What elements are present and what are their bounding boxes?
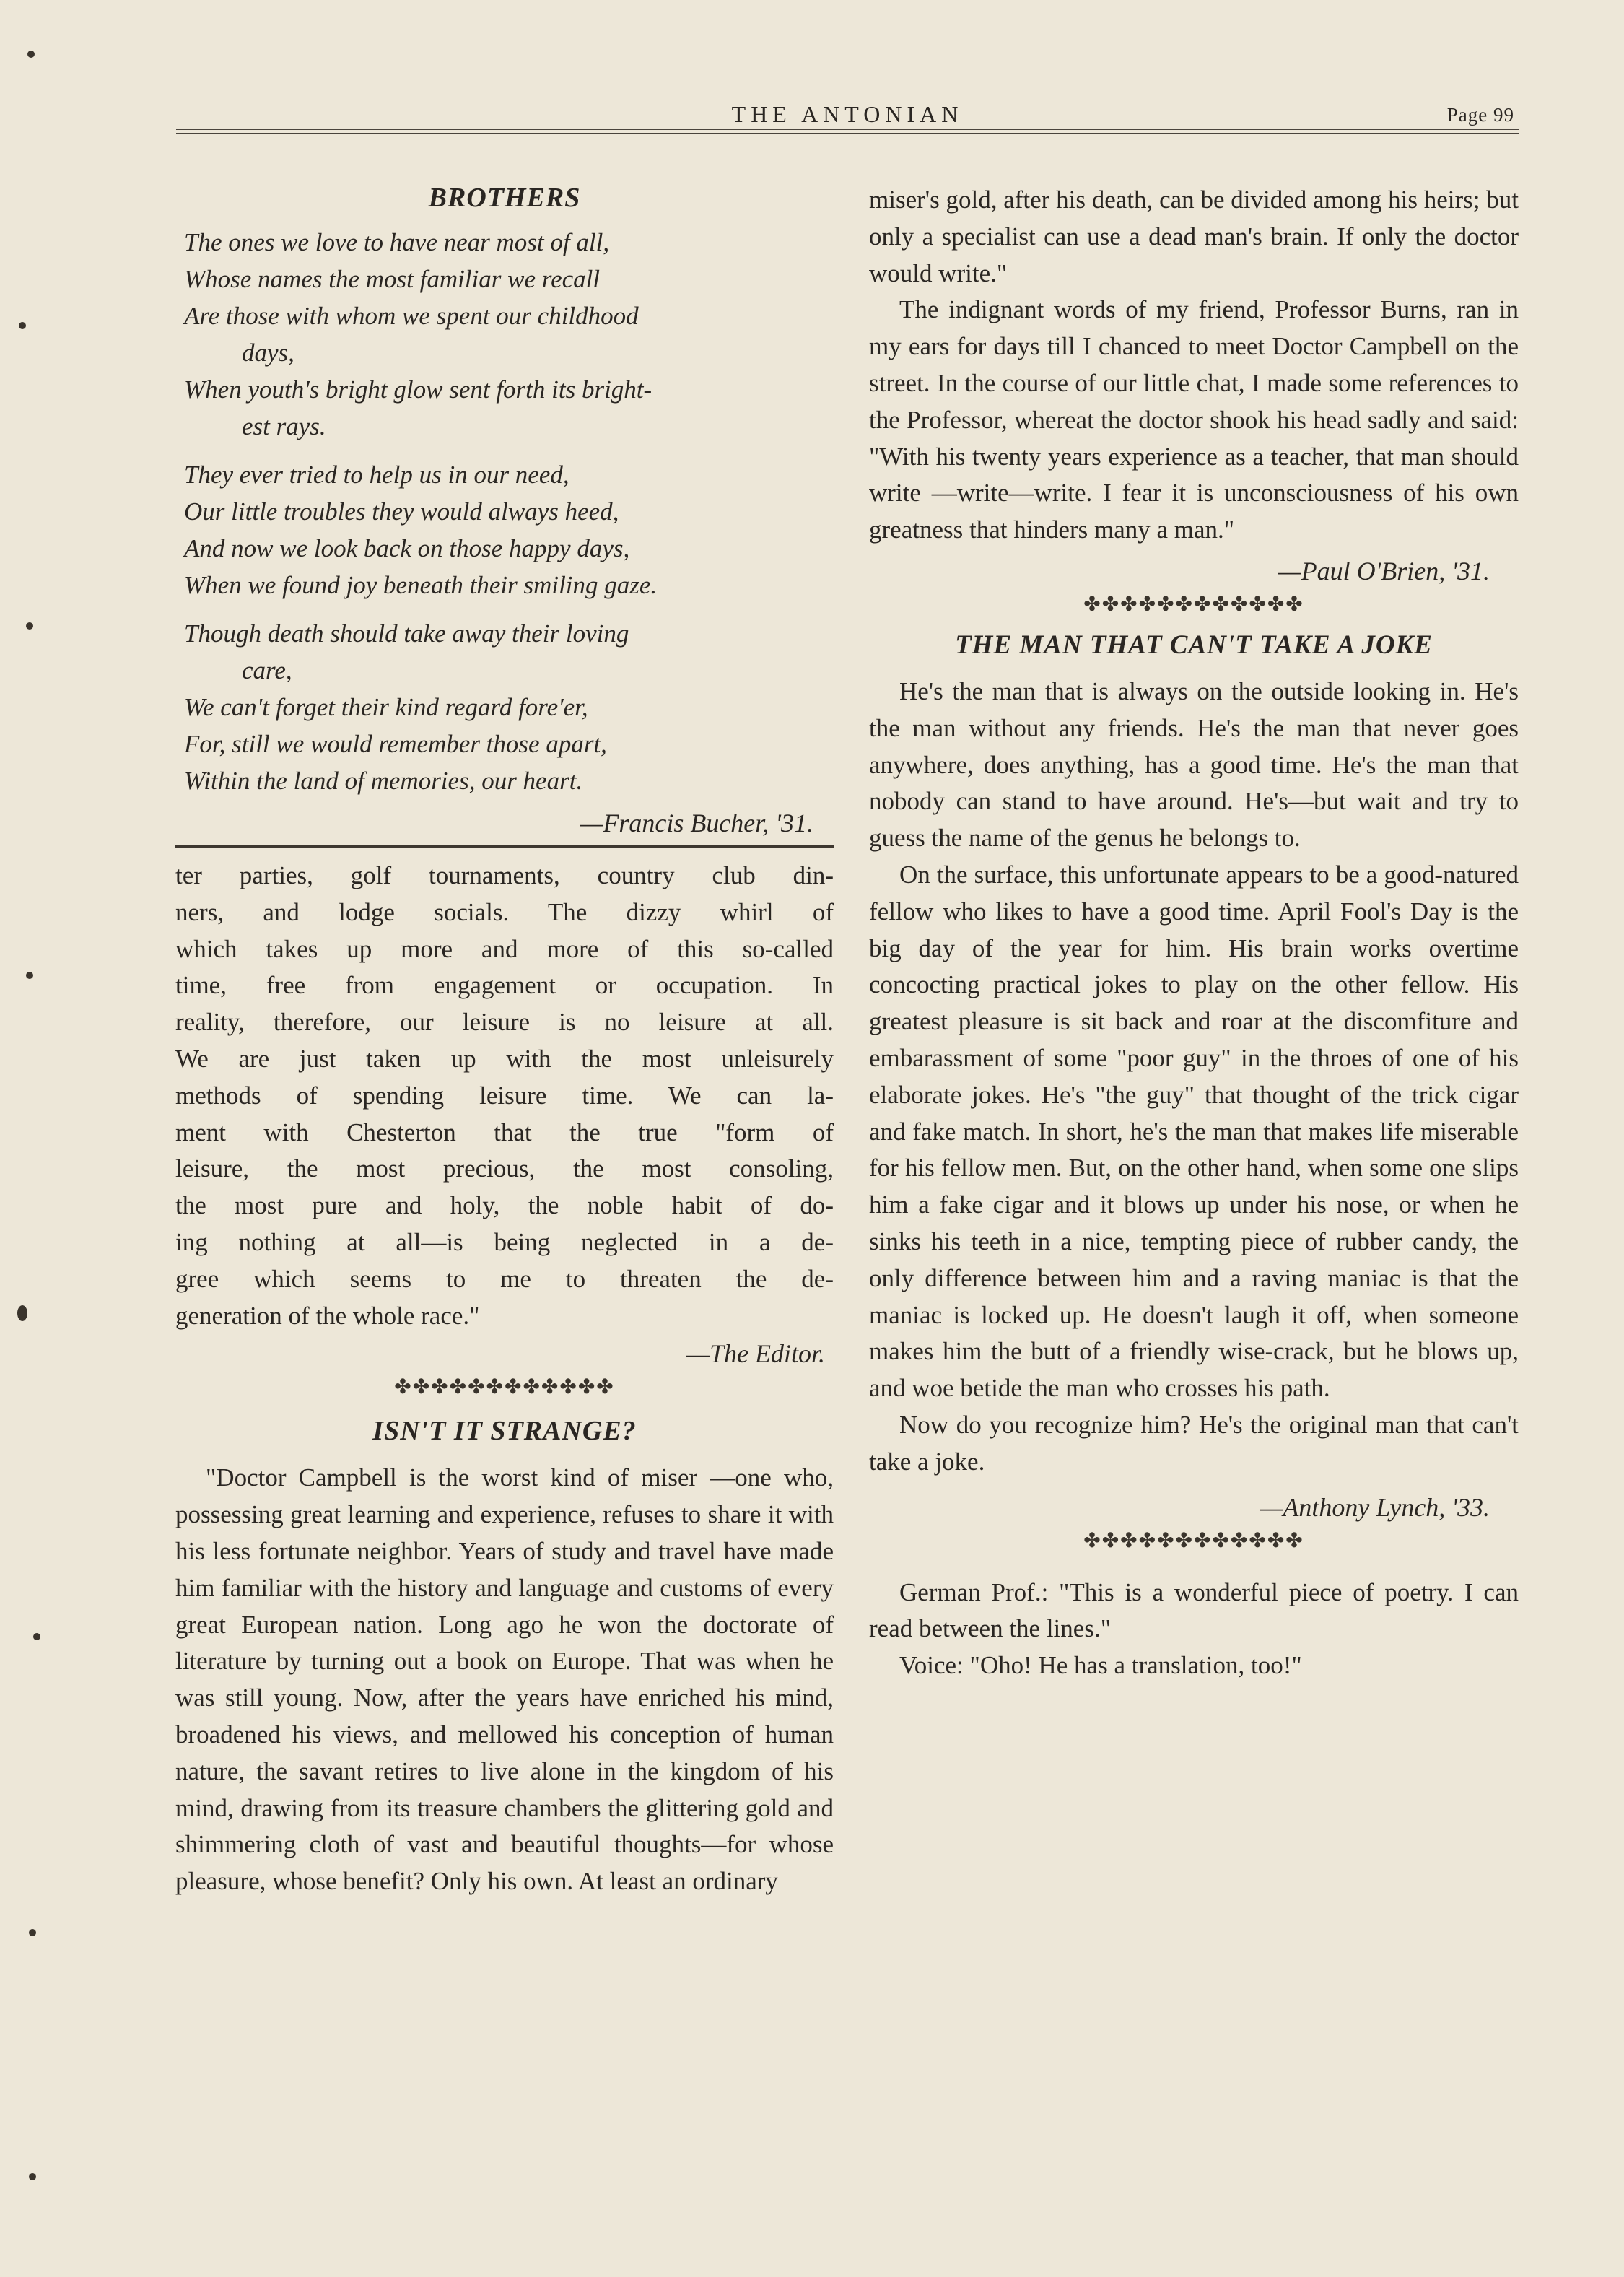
poem-line: We can't forget their kind regard fore'er, xyxy=(184,693,588,721)
right-column xyxy=(869,173,1519,1684)
paragraph: Voice: "Oho! He has a translation, too!" xyxy=(899,1651,1302,1680)
text-line: ing nothing at all—is being neglected in a de- xyxy=(175,1227,834,1256)
paragraph: miser's gold, after his death, can be divided among his heirs; but only a specialist can use a dead man's brain. If only the doctor would write." xyxy=(869,186,1519,287)
text-line: gree which seems to me to threaten the de- xyxy=(175,1264,834,1293)
text-line: ners, and lodge socials. The dizzy whirl of xyxy=(175,897,834,926)
text-line: time, free from engagement or occupation. In xyxy=(175,971,834,1000)
text-line: ment with Chesterton that the true "form of xyxy=(175,1118,834,1146)
brothers-poem xyxy=(175,224,834,799)
running-header xyxy=(173,101,1522,137)
joke-title: THE MAN THAT CAN'T TAKE A JOKE xyxy=(955,630,1433,660)
text-line: We are just taken up with the most unleisurely xyxy=(175,1044,834,1073)
strange-title: ISN'T IT STRANGE? xyxy=(372,1416,637,1447)
margin-mark xyxy=(17,1305,27,1321)
paragraph: German Prof.: "This is a wonderful piece of poetry. I can read between the lines." xyxy=(869,1577,1519,1643)
text-line: leisure, the most precious, the most consoling, xyxy=(175,1154,834,1183)
brothers-signature: —Francis Bucher, '31. xyxy=(580,809,813,837)
ornament-divider: ✤✤✤✤✤✤✤✤✤✤✤✤ xyxy=(394,1376,615,1399)
ornament-divider: ✤✤✤✤✤✤✤✤✤✤✤✤ xyxy=(1083,1529,1304,1552)
text-line: which takes up more and more of this so-called xyxy=(175,934,834,963)
page-number: Page 99 xyxy=(1446,104,1514,126)
poem-line: Whose names the most familiar we recall xyxy=(184,265,601,293)
poem-line: care, xyxy=(242,656,292,684)
poem-line: Within the land of memories, our heart. xyxy=(184,767,583,795)
poem-line: And now we look back on those happy days, xyxy=(184,534,630,562)
poem-line: When youth's bright glow sent forth its bright- xyxy=(184,375,652,404)
text-line: ter parties, golf tournaments, country club din- xyxy=(175,861,834,889)
margin-mark xyxy=(19,322,26,329)
poem-line: Though death should take away their loving xyxy=(184,619,629,648)
margin-mark xyxy=(26,622,33,630)
strange-continued xyxy=(869,182,1519,549)
joke-text xyxy=(869,674,1519,1481)
poem-line: When we found joy beneath their smiling gaze. xyxy=(184,571,658,599)
poem-line: They ever tried to help us in our need, xyxy=(184,461,569,489)
margin-mark xyxy=(29,1929,36,1936)
poem-line: Are those with whom we spent our childhood xyxy=(184,302,639,330)
header-rule-top xyxy=(176,129,1519,130)
brothers-title: BROTHERS xyxy=(428,183,581,213)
paragraph: "Doctor Campbell is the worst kind of miser —one who, possessing great learning and experience, refuses to share it with his less fortunate neighbor. Years of study and travel have made him familiar with the history and language and customs of every great European nation. Long ago he won the doctorate of literature by turning out a book on Europe. That was when he was still young. Now, after the years have enriched his mind, broadened his views, and mellowed his conception of human nature, the savant retires to live alone in the kingdom of his mind, drawing from its treasure chambers the glittering gold and shimmering cloth of vast and beautiful thoughts—for whose pleasure, whose benefit? Only his own. At least an ordinary xyxy=(175,1463,834,1896)
paragraph: He's the man that is always on the outside looking in. He's the man without any friends. He's the man that never goes anywhere, does anything, has a good time. He's the man that nobody can stand to have around. He's—but wait and try to guess the name of the genus he belongs to. xyxy=(869,676,1519,853)
paragraph: The indignant words of my friend, Professor Burns, ran in my ears for days till I chanced to meet Doctor Campbell on the street. In the course of our little chat, I made some references to the Professor, whereat the doctor shook his head sadly and said: "With his twenty years experience as a teacher, that man should write —write—write. I fear it is unconsciousness of his own greatness that hinders many a man." xyxy=(869,295,1519,544)
left-column xyxy=(175,173,834,1900)
margin-mark xyxy=(27,51,35,58)
header-rule-bottom xyxy=(176,133,1519,134)
text-line: methods of spending leisure time. We can la- xyxy=(175,1081,834,1110)
joke-signature: —Anthony Lynch, '33. xyxy=(1260,1492,1490,1522)
paragraph: On the surface, this unfortunate appears to be a good-natured fellow who likes to have a good time. April Fool's Day is the big day of the year for him. His brain works overtime concocting practical jokes to play on the other fellow. His greatest pleasure is sit back and roar at the discomfiture and embarassment of some "poor guy" in the throes of one of his elaborate jokes. He's "the guy" that thought of the trick cigar and fake match. In short, he's the man that makes life miserable for his fellow men. But, on the other hand, when some one slips him a fake cigar and it blows up under his nose, or when he sinks his teeth in a nice, tempting piece of rubber candy, the only difference between him and a raving maniac is that the maniac is locked up. He doesn't laugh it off, when someone makes him the butt of a friendly wise-crack, but he blows up, and woe betide the man who crosses his path. xyxy=(869,860,1519,1403)
strange-text xyxy=(175,1460,834,1900)
section-divider xyxy=(175,845,834,848)
poem-line: est rays. xyxy=(242,412,326,440)
margin-mark xyxy=(33,1633,40,1640)
german-joke xyxy=(869,1575,1519,1684)
magazine-title: THE ANTONIAN xyxy=(731,101,964,127)
margin-mark xyxy=(29,2173,36,2180)
text-line: generation of the whole race." xyxy=(175,1301,480,1330)
poem-line: Our little troubles they would always heed, xyxy=(184,497,619,526)
poem-line: The ones we love to have near most of all, xyxy=(184,228,610,256)
paragraph: Now do you recognize him? He's the original man that can't take a joke. xyxy=(869,1410,1519,1476)
poem-line: For, still we would remember those apart, xyxy=(184,730,607,758)
editor-text xyxy=(175,858,834,1334)
poem-line: days, xyxy=(242,339,294,367)
text-line: reality, therefore, our leisure is no leisure at all. xyxy=(175,1008,834,1037)
strange-signature: —Paul O'Brien, '31. xyxy=(1278,556,1490,585)
text-line: the most pure and holy, the noble habit of do- xyxy=(175,1191,834,1220)
editor-signature: —The Editor. xyxy=(686,1339,825,1369)
margin-mark xyxy=(26,972,33,979)
ornament-divider: ✤✤✤✤✤✤✤✤✤✤✤✤ xyxy=(1083,593,1304,616)
